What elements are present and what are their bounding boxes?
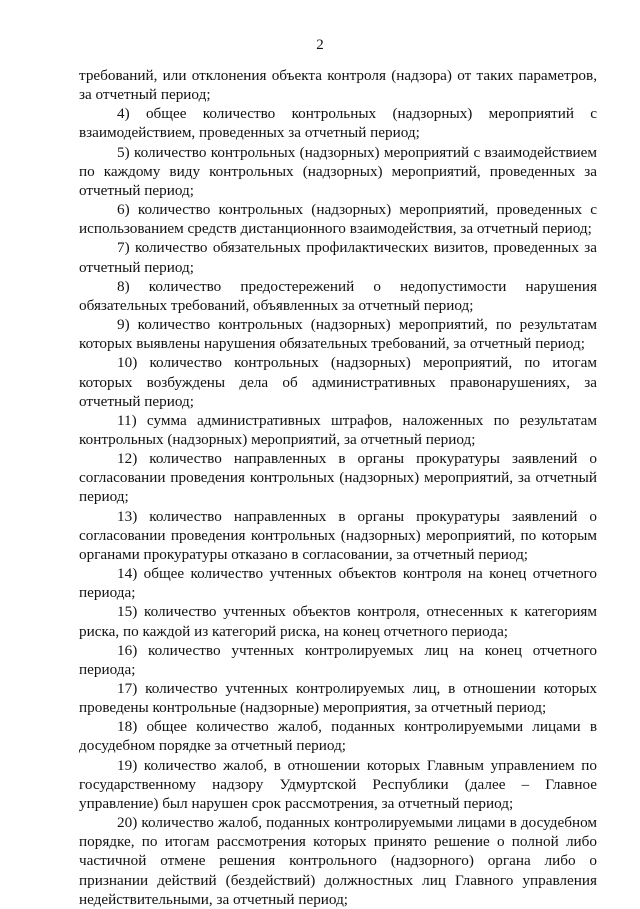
list-item-17: 17) количество учтенных контролируемых лиц, в отношении которых проведены контрольные (надзорные) мероприятия, за отчетный период; [79, 680, 597, 717]
list-item-5: 5) количество контрольных (надзорных) мероприятий с взаимодействием по каждому виду контрольных (надзорных) мероприятий, проведенных за отчетный период; [79, 143, 597, 199]
list-item-9: 9) количество контрольных (надзорных) мероприятий, по результатам которых выявлены нарушения обязательных требований, за отчетный период; [79, 316, 597, 353]
page-number: 2 [316, 37, 324, 53]
list-item-11: 11) сумма административных штрафов, наложенных по результатам контрольных (надзорных) мероприятий, за отчетный период; [79, 411, 597, 448]
list-item-7: 7) количество обязательных профилактических визитов, проведенных за отчетный период; [79, 239, 597, 276]
list-item-6: 6) количество контрольных (надзорных) мероприятий, проведенных с использованием средств дистанционного взаимодействия, за отчетный период; [79, 201, 597, 238]
list-item-10: 10) количество контрольных (надзорных) мероприятий, по итогам которых возбуждены дела об административных правонарушениях, за отчетный период; [79, 354, 597, 410]
document-body [79, 66, 597, 909]
list-item-20: 20) количество жалоб, поданных контролируемыми лицами в досудебном порядке, по итогам рассмотрения которых принято решение о полной либо частичной отмене решения контрольного (надзорного) органа либо о признании действий (бездействий) должностных лиц Главного управления недействительными, за отчетный период; [79, 814, 597, 908]
list-item-13: 13) количество направленных в органы прокуратуры заявлений о согласовании проведения контрольных (надзорных) мероприятий, по которым органами прокуратуры отказано в согласовании, за отчетный период; [79, 507, 597, 563]
list-item-16: 16) количество учтенных контролируемых лиц на конец отчетного периода; [79, 641, 597, 678]
list-item-8: 8) количество предостережений о недопустимости нарушения обязательных требований, объявленных за отчетный период; [79, 277, 597, 314]
list-item-14: 14) общее количество учтенных объектов контроля на конец отчетного периода; [79, 565, 597, 602]
list-item-12: 12) количество направленных в органы прокуратуры заявлений о согласовании проведения контрольных (надзорных) мероприятий, за отчетный период; [79, 450, 597, 506]
list-item-4: 4) общее количество контрольных (надзорных) мероприятий с взаимодействием, проведенных за отчетный период; [79, 105, 597, 142]
list-item-15: 15) количество учтенных объектов контроля, отнесенных к категориям риска, по каждой из категорий риска, на конец отчетного периода; [79, 603, 597, 640]
paragraph-continuation: требований, или отклонения объекта контроля (надзора) от таких параметров, за отчетный период; [79, 67, 597, 104]
list-item-19: 19) количество жалоб, в отношении которых Главным управлением по государственному надзору Удмуртской Республики (далее – Главное управление) был нарушен срок рассмотрения, за отчетный период; [79, 756, 597, 812]
list-item-18: 18) общее количество жалоб, поданных контролируемыми лицами в досудебном порядке за отчетный период; [79, 718, 597, 755]
